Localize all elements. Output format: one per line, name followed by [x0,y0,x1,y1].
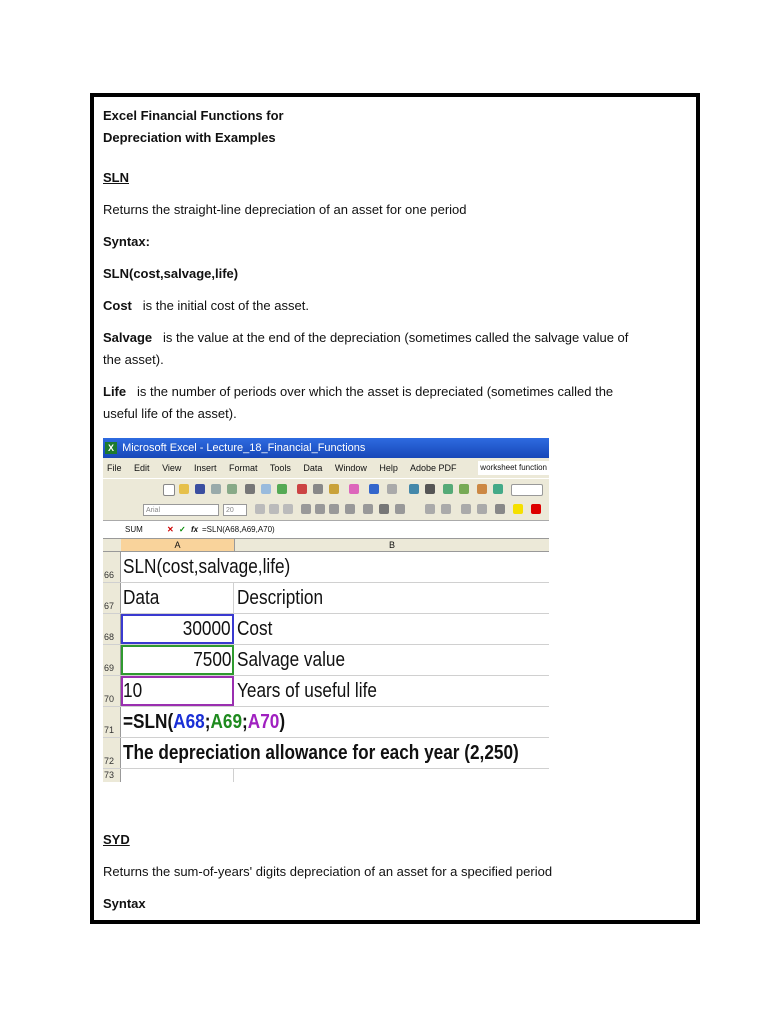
syd-heading: SYD [103,832,130,847]
insert-function-icon[interactable]: fx [191,525,199,534]
borders-icon[interactable] [495,504,505,514]
menu-format[interactable]: Format [228,463,258,473]
row-71 [103,707,549,738]
percent-icon[interactable] [395,504,405,514]
doc-title-line2: Depreciation with Examples [103,130,276,145]
row-70 [103,676,549,707]
row-header[interactable]: 70 [103,676,121,706]
cell-b68[interactable]: Cost [237,618,273,640]
hyperlink-icon[interactable] [409,484,419,494]
sln-description: Returns the straight-line depreciation of an asset for one period [103,202,467,217]
formula-input[interactable]: =SLN(A68,A69,A70) [202,525,275,534]
new-icon[interactable] [163,484,175,496]
formatting-toolbar [103,500,549,520]
row-66 [103,552,549,583]
row-header[interactable]: 66 [103,552,121,582]
undo-icon[interactable] [369,484,379,494]
sln-heading: SLN [103,170,129,185]
excel-screenshot [103,438,549,782]
menu-view[interactable]: View [162,463,182,473]
sln-syntax-label: Syntax: [103,234,150,249]
life-term: Life [103,384,127,399]
menu-help[interactable]: Help [379,463,398,473]
paste-icon[interactable] [329,484,339,494]
open-icon[interactable] [179,484,189,494]
euro-icon[interactable] [379,504,389,514]
font-size-select[interactable]: 20 [223,504,247,516]
print-preview-icon[interactable] [261,484,271,494]
print-icon[interactable] [245,484,255,494]
permission-icon[interactable] [211,484,221,494]
underline-icon[interactable] [283,504,293,514]
menu-adobe-pdf[interactable]: Adobe PDF [409,463,457,473]
font-name-select[interactable]: Arial [143,504,219,516]
cell-a66[interactable]: SLN(cost,salvage,life) [123,556,291,578]
cell-b67[interactable]: Description [237,587,324,609]
cancel-icon[interactable]: ✕ [167,525,174,534]
menu-edit[interactable]: Edit [134,463,150,473]
drawing-icon[interactable] [493,484,503,494]
save-icon[interactable] [195,484,205,494]
sort-descending-icon[interactable] [459,484,469,494]
menu-tools[interactable]: Tools [269,463,291,473]
row-header[interactable]: 71 [103,707,121,737]
email-icon[interactable] [227,484,237,494]
row-header[interactable]: 72 [103,738,121,768]
cell-a67[interactable]: Data [121,583,234,613]
column-header-a[interactable]: A [121,539,235,551]
cell-a73[interactable] [121,769,234,782]
cut-icon[interactable] [297,484,307,494]
sort-ascending-icon[interactable] [443,484,453,494]
fill-color-icon[interactable] [513,504,523,514]
row-67 [103,583,549,614]
row-72 [103,738,549,769]
bold-icon[interactable] [255,504,265,514]
cost-definition: is the initial cost of the asset. [142,298,309,313]
document-frame [90,93,700,924]
excel-title-bar [103,438,549,458]
salvage-definition-2: the asset). [103,352,164,367]
currency-icon[interactable] [363,504,373,514]
life-definition-2: useful life of the asset). [103,406,237,421]
name-box[interactable]: SUM [125,525,143,534]
syd-syntax-label: Syntax [103,896,146,911]
decrease-decimal-icon[interactable] [441,504,451,514]
row-68 [103,614,549,645]
decrease-indent-icon[interactable] [461,504,471,514]
format-painter-icon[interactable] [349,484,359,494]
spelling-icon[interactable] [277,484,287,494]
cell-a71-formula[interactable]: =SLN(A68;A69;A70) [123,711,286,733]
cost-term: Cost [103,298,132,313]
column-header-b[interactable]: B [388,540,395,550]
excel-menu-bar [103,458,549,478]
excel-logo-icon: X [105,442,117,454]
menu-insert[interactable]: Insert [193,463,217,473]
cell-b73[interactable] [235,769,549,782]
column-headers [103,538,549,552]
cell-a70[interactable]: 10 [121,676,234,706]
zoom-box[interactable] [511,484,543,496]
cell-a69[interactable]: 7500 [121,645,234,675]
cell-a68[interactable]: 30000 [121,614,234,644]
merge-center-icon[interactable] [345,504,355,514]
align-right-icon[interactable] [329,504,339,514]
row-header[interactable]: 67 [103,583,121,613]
ref-a70: A70 [247,711,280,733]
row-69 [103,645,549,676]
doc-title-line1: Excel Financial Functions for [103,108,284,123]
formula-bar [103,520,549,538]
salvage-definition-1: is the value at the end of the depreciation (sometimes called the salvage value of [163,330,629,345]
row-73 [103,769,549,782]
increase-decimal-icon[interactable] [425,504,435,514]
cell-b70[interactable]: Years of useful life [237,680,377,702]
chart-wizard-icon[interactable] [477,484,487,494]
life-definition-1: is the number of periods over which the asset is depreciated (sometimes called the [136,384,614,399]
menu-data[interactable]: Data [303,463,323,473]
salvage-term: Salvage [103,330,153,345]
sln-life-param [103,381,693,425]
worksheet-grid [103,552,549,782]
font-color-icon[interactable] [531,504,541,514]
italic-icon[interactable] [269,504,279,514]
syd-section [103,829,693,915]
document-content [103,105,693,425]
sln-salvage-param [103,327,693,371]
row-header[interactable]: 69 [103,645,121,675]
align-left-icon[interactable] [301,504,311,514]
help-search-box[interactable]: worksheet function [478,461,549,475]
ref-a69: A69 [210,711,243,733]
cell-a72[interactable]: The depreciation allowance for each year (2,250) [123,742,519,764]
sln-syntax: SLN(cost,salvage,life) [103,266,239,281]
sln-cost-param [103,295,693,317]
copy-icon[interactable] [313,484,323,494]
ref-a68: A68 [173,711,205,733]
increase-indent-icon[interactable] [477,504,487,514]
standard-toolbar [103,478,549,500]
menu-window[interactable]: Window [334,463,367,473]
redo-icon[interactable] [387,484,397,494]
row-header[interactable]: 68 [103,614,121,644]
menu-file[interactable]: File [107,463,122,473]
enter-icon[interactable]: ✓ [179,525,186,534]
row-header[interactable]: 73 [103,769,121,782]
autosum-icon[interactable] [425,484,435,494]
align-center-icon[interactable] [315,504,325,514]
syd-description: Returns the sum-of-years' digits depreciation of an asset for a specified period [103,864,553,879]
cell-b69[interactable]: Salvage value [237,649,346,671]
excel-window-title: Microsoft Excel - Lecture_18_Financial_Functions [122,442,366,454]
